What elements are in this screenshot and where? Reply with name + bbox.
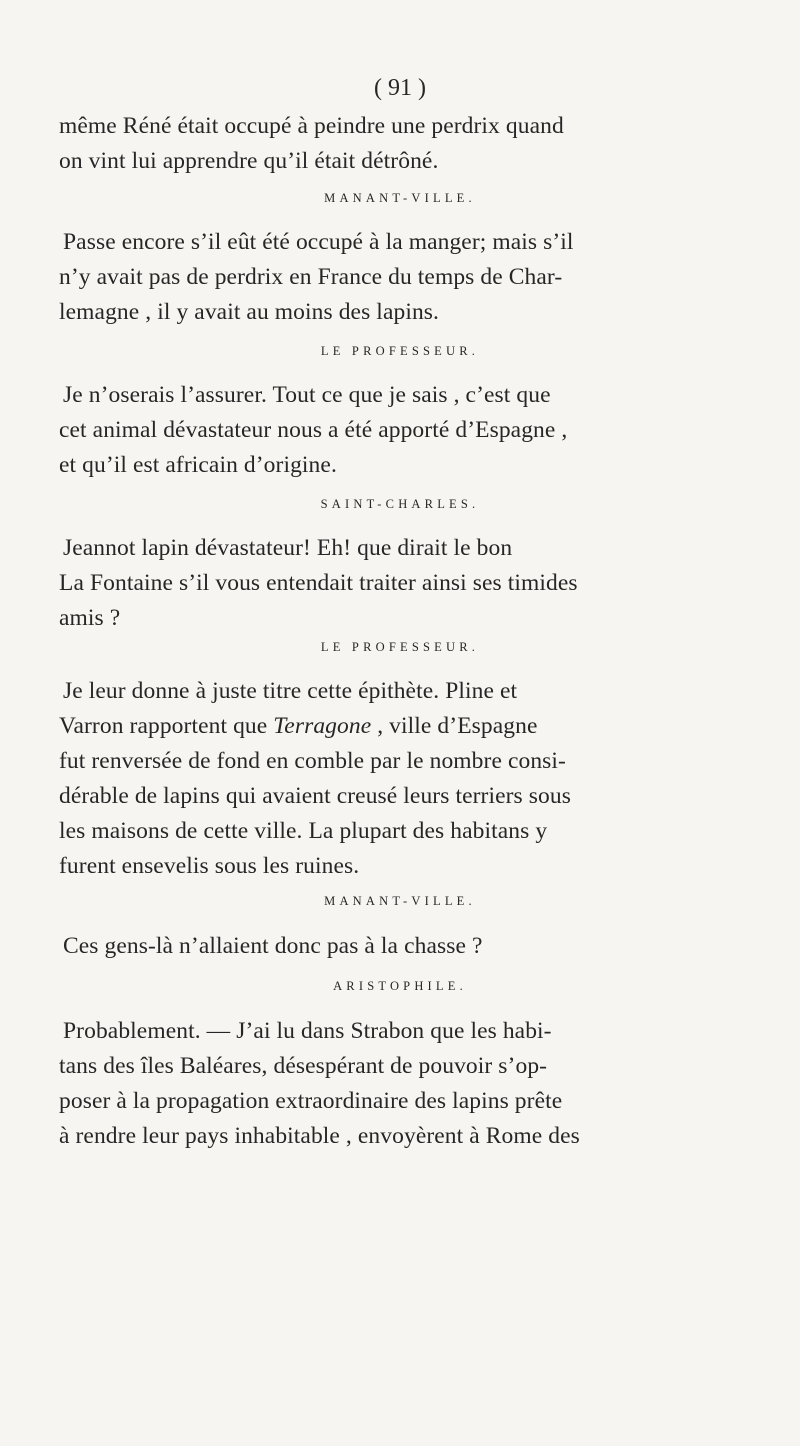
text-line: on vint lui apprendre qu’il était détrôné. (59, 148, 439, 174)
text-line: poser à la propagation extraordinaire des lapins prête (59, 1088, 563, 1114)
speaker-name: ARISTOPHILE. (333, 979, 467, 993)
text-line: Ces gens-là n’allaient donc pas à la chasse ? (63, 933, 483, 959)
text-line: Jeannot lapin dévastateur! Eh! que dirait le bon (63, 535, 513, 561)
speaker-name: MANANT-VILLE. (324, 191, 476, 205)
text-line: fut renversée de fond en comble par le nombre consi- (59, 748, 566, 774)
page-number: ( 91 ) (374, 75, 426, 101)
text-line: Passe encore s’il eût été occupé à la manger; mais s’il (63, 229, 574, 255)
text-line: tans des îles Baléares, désespérant de pouvoir s’op- (59, 1053, 548, 1079)
text-line: même Réné était occupé à peindre une perdrix quand (59, 113, 564, 139)
text-run: , ville d’Espagne (371, 713, 538, 739)
text-line (59, 712, 538, 740)
speaker-name: SAINT-CHARLES. (320, 497, 480, 511)
speaker-name: MANANT-VILLE. (324, 894, 476, 908)
text-line: Je n’oserais l’assurer. Tout ce que je sais , c’est que (63, 382, 551, 408)
text-run: Varron rapportent que (59, 713, 274, 739)
text-line: n’y avait pas de perdrix en France du temps de Char- (59, 264, 563, 290)
text-line: amis ? (59, 605, 121, 631)
text-line: et qu’il est africain d’origine. (59, 452, 337, 478)
text-line: à rendre leur pays inhabitable , envoyèrent à Rome des (59, 1123, 580, 1149)
text-line: dérable de lapins qui avaient creusé leurs terriers sous (59, 783, 571, 809)
speaker-name: LE PROFESSEUR. (320, 344, 480, 358)
text-line: lemagne , il y avait au moins des lapins. (59, 299, 440, 325)
text-line: furent ensevelis sous les ruines. (59, 853, 360, 879)
text-line: cet animal dévastateur nous a été apporté d’Espagne , (59, 417, 568, 443)
italic-place-name: Terragone (273, 713, 372, 739)
text-line: les maisons de cette ville. La plupart des habitans y (59, 818, 548, 844)
text-line: La Fontaine s’il vous entendait traiter ainsi ses timides (59, 570, 578, 596)
text-line: Je leur donne à juste titre cette épithète. Pline et (63, 678, 518, 704)
text-line: Probablement. — J’ai lu dans Strabon que les habi- (63, 1018, 552, 1044)
speaker-name: LE PROFESSEUR. (320, 640, 480, 654)
